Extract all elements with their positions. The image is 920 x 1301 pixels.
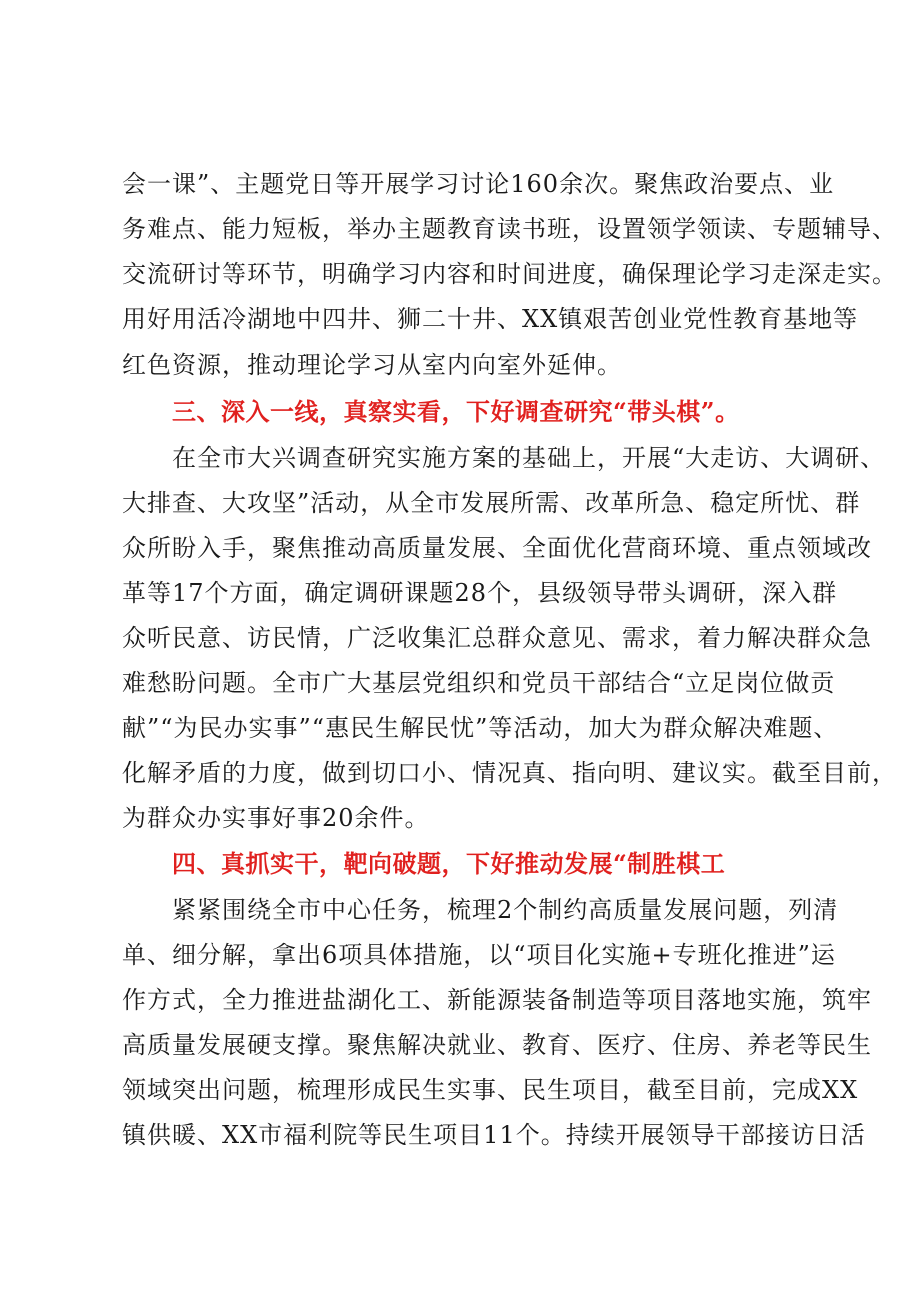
paragraph-line: 交流研讨等环节，明确学习内容和时间进度，确保理论学习走深走实。 [122, 260, 897, 288]
paragraph-line: 高质量发展硬支撑。聚焦解决就业、教育、医疗、住房、养老等民生 [122, 1031, 872, 1059]
paragraph-line: 众听民意、访民情，广泛收集汇总群众意见、需求，着力解决群众急 [122, 624, 872, 652]
paragraph-line: 单、细分解，拿出6项具体措施，以“项目化实施+专班化推进”运 [122, 941, 836, 969]
paragraph-line: 难愁盼问题。全市广大基层党组织和党员干部结合“立足岗位做贡 [122, 669, 836, 697]
paragraph-line: 用好用活冷湖地中四井、狮二十井、XX镇艰苦创业党性教育基地等 [122, 305, 859, 333]
paragraph-line: 紧紧围绕全市中心任务，梳理2个制约高质量发展问题，列清 [172, 896, 839, 924]
paragraph-line: 镇供暖、XX市福利院等民生项目11个。持续开展领导干部接访日活 [122, 1121, 866, 1149]
section-heading-3: 三、深入一线，真察实看，下好调查研究“带头棋”。 [172, 397, 740, 426]
section-heading-4: 四、真抓实干，靶向破题，下好推动发展“制胜棋工 [172, 849, 726, 878]
paragraph-line: 革等17个方面，确定调研课题28个，县级领导带头调研，深入群 [122, 579, 838, 607]
paragraph-line: 献”“为民办实事”“惠民生解民忧”等活动，加大为群众解决难题、 [122, 714, 839, 742]
paragraph-line: 大排查、大攻坚”活动，从全市发展所需、改革所急、稳定所忧、群 [122, 489, 861, 517]
paragraph-line: 化解矛盾的力度，做到切口小、情况真、指向明、建议实。截至目前， [122, 759, 897, 787]
paragraph-line: 红色资源，推动理论学习从室内向室外延伸。 [122, 351, 622, 379]
paragraph-line: 领域突出问题，梳理形成民生实事、民生项目，截至目前，完成XX [122, 1076, 859, 1104]
paragraph-line: 会一课”、主题党日等开展学习讨论160余次。聚焦政治要点、业 [122, 170, 835, 198]
paragraph-line: 务难点、能力短板，举办主题教育读书班，设置领学领读、专题辅导、 [122, 215, 897, 243]
paragraph-line: 为群众办实事好事20余件。 [122, 804, 430, 832]
paragraph-line: 众所盼入手，聚焦推动高质量发展、全面优化营商环境、重点领域改 [122, 534, 872, 562]
paragraph-line: 作方式，全力推进盐湖化工、新能源装备制造等项目落地实施，筑牢 [122, 986, 872, 1014]
paragraph-line: 在全市大兴调查研究实施方案的基础上，开展“大走访、大调研、 [172, 444, 886, 472]
